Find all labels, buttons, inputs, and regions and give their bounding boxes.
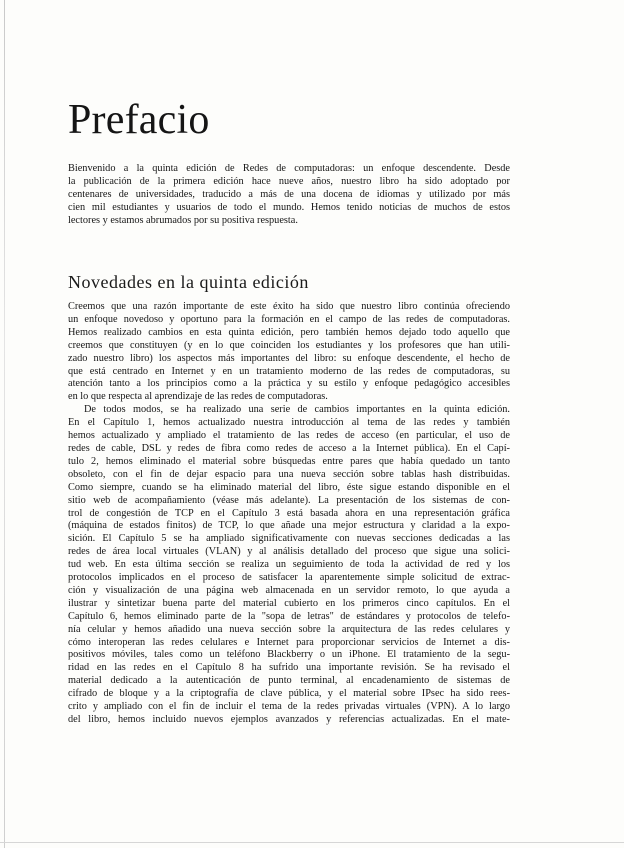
body-line: redes de cable, DSL y redes de fibra como redes de acceso a la Internet pública). En el Capí- [68,442,510,454]
body-line: que está centrado en Internet y en un tratamiento moderno de las redes de computadoras, su [68,365,510,377]
body-line: cifrado de bloque y a la criptografía de clave pública, y el material sobre IPsec ha sido rees- [68,688,510,700]
body-line: Como siempre, cuando se ha eliminado material del libro, éste sigue estando disponible en el [68,481,510,493]
body-line: material dedicado a la autenticación de punto terminal, al encadenamiento de sistemas de [68,675,510,687]
body-line: positivos móviles, tales como un teléfono Blackberry o un iPhone. El tratamiento de la segu- [68,649,510,661]
body-line: Capítulo 6, hemos eliminado parte de la "sopa de letras" de estándares y protocolos de telefo- [68,610,510,622]
body-line: atención tanto a los principios como a la práctica y su estilo y enfoque pedagógico accesibles [68,378,510,390]
scan-edge-bottom [0,842,624,843]
section-heading: Novedades en la quinta edición [68,272,309,292]
body-line: un enfoque novedoso y oportuno para la formación en el campo de las redes de computadoras. [68,313,510,325]
body-line: Hemos realizado cambios en esta quinta edición, pero también hemos dejado todo aquello que [68,326,510,338]
body-line: creemos que constituyen (y en lo que coinciden los estudiantes y los profesores que han utili- [68,339,510,351]
body-line: ción y visualización de una página web almacenada en un servidor remoto, lo que ayuda a [68,584,510,596]
body-line: zado nuestro libro) los aspectos más importantes del libro: su enfoque descendente, el hecho de [68,352,510,364]
body-line: en lo que respecta al aprendizaje de las redes de computadoras. [68,391,328,403]
intro-line: centenares de universidades, traducido a más de una docena de idiomas y utilizado por más [68,188,510,200]
body-line: protocolos implicados en el proceso de satisfacer la aparentemente simple solicitud de extrac- [68,572,510,584]
body-line: sitio web de acompañamiento (véase más adelante). La presentación de los sistemas de con- [68,494,510,506]
body-line: De todos modos, se ha realizado una serie de cambios importantes en la quinta edición. [84,404,510,416]
body-line: obsoleto, con el fin de dejar espacio para una nueva sección sobre tablas hash distribuidas. [68,468,510,480]
body-line: En el Capítulo 1, hemos actualizado nuestra introducción al tema de las redes y también [68,417,510,429]
body-line: nía celular y hemos añadido una nueva sección sobre la arquitectura de las redes celulares y [68,623,510,635]
body-line: (máquina de estados finitos) de TCP, lo que añade una mejor estructura y claridad a la expo- [68,520,510,532]
body-line: cómo interoperan las redes celulares e Internet para proporcionar servicios de Internet a dis- [68,636,510,648]
body-line: tud web. En esta última sección se realiza un seguimiento de toda la actividad de red y los [68,559,510,571]
intro-line: lectores y estamos abrumados por su positiva respuesta. [68,214,298,226]
body-line: del libro, hemos incluido nuevos ejemplos avanzados y referencias actualizadas. En el mate- [68,714,510,725]
body-line: ridad en las redes en el Capítulo 8 ha sufrido una importante revisión. Se ha revisado el [68,662,510,674]
body-line: sición. El Capítulo 5 se ha ampliado significativamente con nuevas secciones dedicadas a las [68,533,510,545]
intro-line: Bienvenido a la quinta edición de Redes de computadoras: un enfoque descendente. Desde [68,163,510,174]
intro-paragraph [68,163,510,228]
scan-edge-left [4,0,5,848]
section-body [68,301,510,727]
intro-line: la publicación de la primera edición hace nueve años, nuestro libro ha sido adoptado por [68,175,510,187]
body-line: ilustrar y sintetizar buena parte del material cubierto en los primeros cinco capítulos. En el [68,597,510,609]
body-line: crito y ampliado con el fin de incluir el tema de la redes privadas virtuales (VPN). A lo largo [68,701,510,713]
body-line: redes de área local virtuales (VLAN) y al análisis detallado del proceso que sigue una solici- [68,546,510,558]
intro-line: cien mil estudiantes y usuarios de todo el mundo. Hemos tenido noticias de muchos de estos [68,201,510,213]
page-title: Prefacio [68,97,210,143]
body-line: Creemos que una razón importante de este éxito ha sido que nuestro libro continúa ofreciendo [68,301,510,312]
body-line: tulo 2, hemos eliminado el material sobre búsquedas entre pares que había quedado un tanto [68,455,510,467]
body-line: trol de congestión de TCP en el Capítulo 3 está basada ahora en una representación gráfica [68,507,510,519]
body-line: hemos actualizado y ampliado el tratamiento de las redes de acceso (en particular, el uso de [68,430,510,442]
